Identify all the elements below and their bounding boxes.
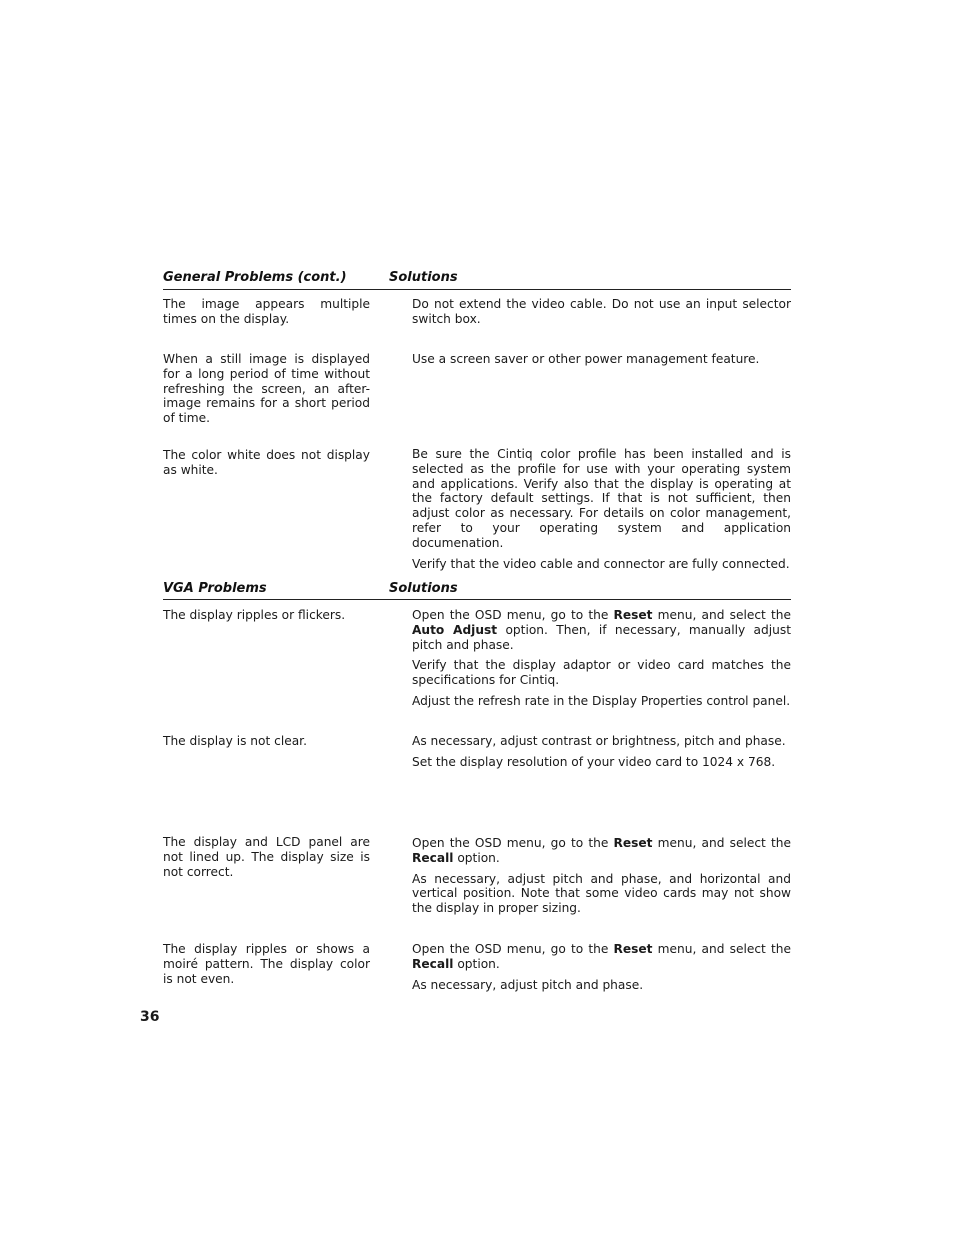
solution-text <box>412 608 791 652</box>
menu-name-reset: Reset <box>613 608 653 622</box>
solution-text-part: menu, and select the <box>652 942 791 956</box>
solution-text: Set the display resolution of your video card to 1024 x 768. <box>412 754 776 769</box>
problem-color-white: The color white does not display as white. <box>163 448 370 477</box>
solution-text-part: option. Then, if necessary, manually adjust pitch and phase. <box>412 622 791 652</box>
problem-ripples-flickers: The display ripples or flickers. <box>163 608 346 622</box>
option-name-auto-adjust: Auto Adjust <box>412 622 498 637</box>
option-name-recall: Recall <box>412 850 454 865</box>
option-name-recall: Recall <box>412 956 454 971</box>
solution-color-white <box>412 447 791 577</box>
solution-text-part: Open the OSD menu, go to the <box>412 942 614 956</box>
problem-multiple-images: The image appears multiple times on the display. <box>163 297 370 326</box>
solution-text: Do not extend the video cable. Do not use an input selector switch box. <box>412 297 791 326</box>
solution-text: Verify that the video cable and connector are fully connected. <box>412 556 790 571</box>
solution-text: As necessary, adjust contrast or brightness, pitch and phase. <box>412 734 786 748</box>
header-rule <box>163 289 791 290</box>
menu-name-reset: Reset <box>613 836 653 850</box>
solution-text <box>412 942 791 972</box>
solution-text-part: option. <box>453 956 500 971</box>
solution-text: As necessary, adjust pitch and phase, and horizontal and vertical position. Note that some video cards may not show the display in proper sizing. <box>412 871 791 916</box>
problem-after-image: When a still image is displayed for a long period of time without refreshing the screen, an after-image remains for a short period of time. <box>163 352 370 426</box>
problem-not-lined-up: The display and LCD panel are not lined up. The display size is not correct. <box>163 835 370 879</box>
section-header-general-problems: General Problems (cont.) <box>163 270 347 285</box>
page-number: 36 <box>140 1009 160 1025</box>
solution-after-image <box>412 352 791 373</box>
solution-multiple-images <box>412 297 791 333</box>
solution-text: Verify that the display adaptor or video card matches the specifications for Cintiq. <box>412 658 791 688</box>
solution-ripples-flickers <box>412 608 791 715</box>
solution-moire <box>412 942 791 998</box>
solution-not-lined-up <box>412 836 791 922</box>
solution-text <box>412 836 791 866</box>
solution-text-part: Open the OSD menu, go to the <box>412 836 614 850</box>
solution-text-part: menu, and select the <box>652 836 791 850</box>
header-rule <box>163 599 791 600</box>
solution-text: Use a screen saver or other power management feature. <box>412 352 760 366</box>
problem-moire: The display ripples or shows a moiré pattern. The display color is not even. <box>163 942 370 986</box>
solution-text: As necessary, adjust pitch and phase. <box>412 977 644 992</box>
section-header-solutions: Solutions <box>389 270 458 285</box>
problem-not-clear: The display is not clear. <box>163 734 307 748</box>
solution-text-part: option. <box>453 850 500 865</box>
solution-text-part: menu, and select the <box>652 608 791 622</box>
section-header-vga-problems: VGA Problems <box>163 581 267 596</box>
solution-text: Be sure the Cintiq color profile has been installed and is selected as the profile for use with your operating system and applications. Verify also that the display is operating at the factory default settings. If that is not sufficient, then adjust color as necessary. For details on color management, refer to your operating system and application documenation. <box>412 447 791 550</box>
solution-not-clear <box>412 734 791 776</box>
solution-text: Adjust the refresh rate in the Display Properties control panel. <box>412 693 791 708</box>
solution-text-part: Open the OSD menu, go to the <box>412 608 614 622</box>
menu-name-reset: Reset <box>613 942 653 956</box>
section-header-solutions: Solutions <box>389 581 458 596</box>
